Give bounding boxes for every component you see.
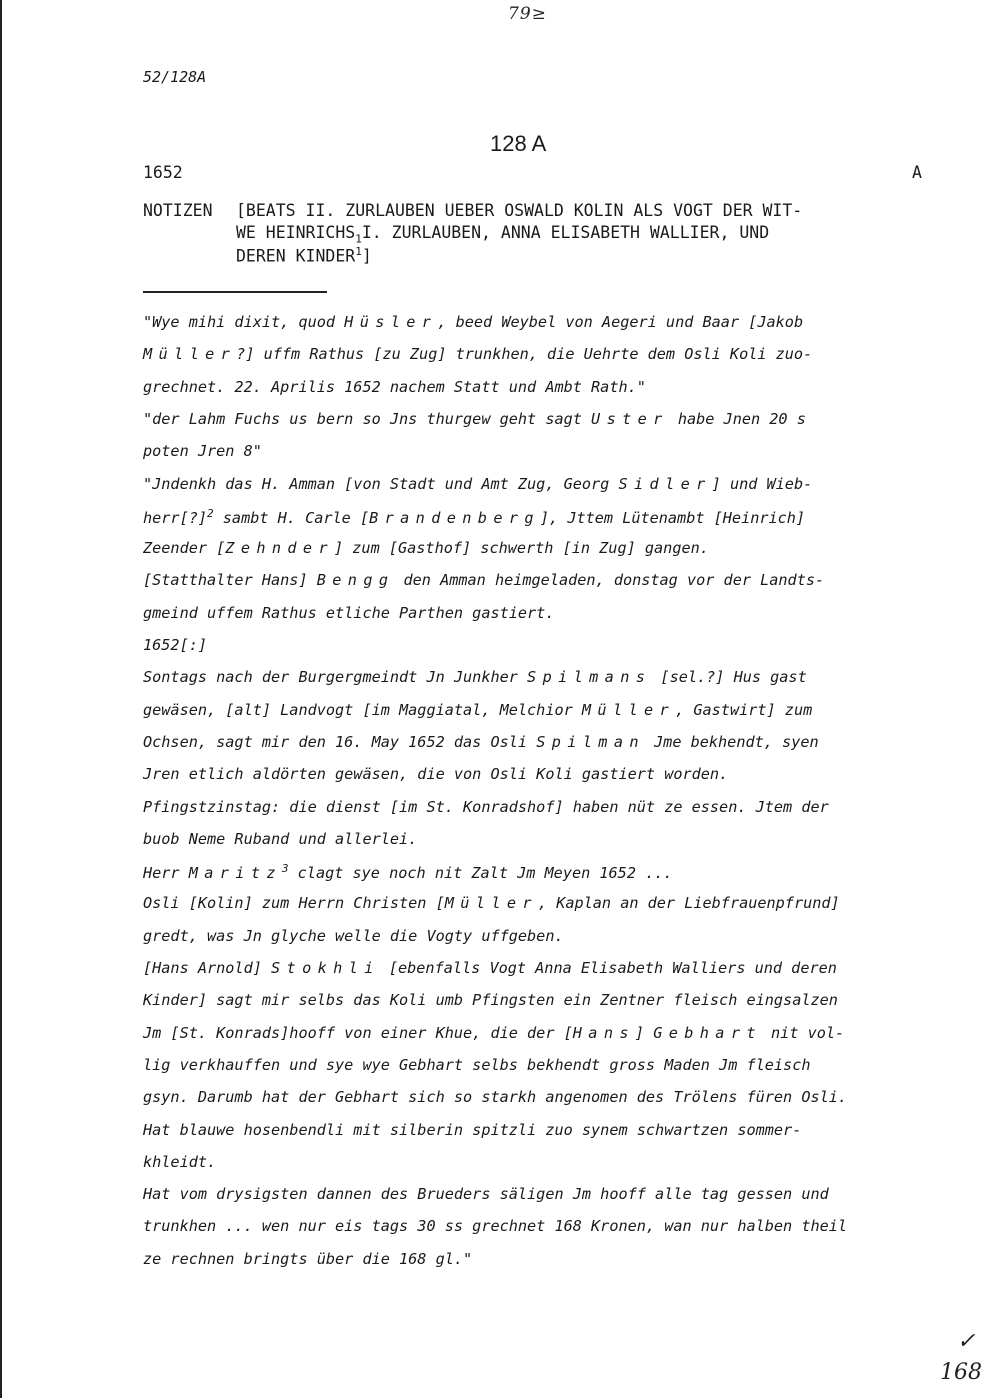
text-line [143,1121,933,1139]
spaced-name: Müller [444,894,538,913]
text-line [143,1185,933,1203]
spaced-name: Stokhli [271,959,380,977]
text-segment: [ebenfalls Vogt Anna Elisabeth Walliers und deren [379,959,837,977]
text-segment: gredt, was Jn glyche welle die Vogty uffgeben. [143,926,564,945]
text-segment: lig verkhauffen und sye wye Gebhart selbs bekhendt gross Maden Jm fleisch [143,1055,811,1074]
section-letter: A [912,163,922,182]
text-segment: Ochsen, sagt mir den 16. May 1652 das Osli [143,732,537,751]
text-segment: ?] uffm Rathus [zu Zug] trunkhen, die Uehrte dem Osli Koli zuo- [236,345,813,364]
text-segment: sambt H. Carle [ [213,508,370,527]
handwritten-page-number: 168 [940,1360,982,1385]
footnote-marker: 3 [281,862,289,876]
check-mark: ✓ [957,1329,976,1354]
text-segment: , beed Weybel von Aegeri und Baar [Jakob [437,313,804,331]
text-line [143,604,933,622]
text-segment: 1652[:] [143,636,208,654]
text-line [143,765,933,783]
spaced-name: Brandenberg [369,508,540,527]
spaced-name: Müller [143,345,237,364]
text-segment: Sontags nach der Burgergmeindt Jn Junkher [143,668,528,687]
text-segment: gewäsen, [alt] Landvogt [im Maggiatal, Melchior [143,700,582,719]
text-segment: , Kaplan an der Liebfrauenpfrund] [537,894,840,913]
text-line [143,1024,933,1042]
text-line [143,1153,933,1171]
text-line [143,668,933,686]
text-segment: [Hans Arnold] [143,959,272,977]
spaced-name: Hüsler [344,313,438,331]
text-line [143,636,933,654]
spaced-name: Hans [572,1023,635,1042]
text-segment: grechnet. 22. Aprilis 1652 nachem Statt und Ambt Rath." [143,377,646,396]
text-segment: gsyn. Darumb hat der Gebhart sich so starkh angenomen des Trölens füren Osli. [143,1088,848,1107]
text-line [143,1056,933,1074]
spaced-name: Bengg [316,571,395,590]
text-line [143,862,933,882]
separator-rule [143,291,327,293]
text-segment: den Amman heimgeladen, donstag vor der Landts- [394,571,825,590]
year: 1652 [143,163,183,182]
text-segment: herr[?] [143,508,208,527]
text-segment: ] und Wieb- [711,474,813,493]
text-segment: nit vol- [761,1023,845,1042]
text-line [143,991,933,1009]
text-segment: "Wye mihi dixit, quod [143,313,345,331]
text-line [143,410,933,428]
text-line [143,313,933,331]
text-line [143,830,933,848]
spaced-name: Müller [581,700,676,719]
text-segment: Pfingstzinstag: die dienst [im St. Konradshof] haben nüt ze essen. Jtem der [143,797,829,816]
reference-code: 52/128A [143,68,207,86]
text-segment: [Statthalter Hans] [143,571,317,590]
text-segment: poten Jren 8" [143,442,262,461]
text-segment: "der Lahm Fuchs us bern so Jns thurgew geht sagt [143,409,592,428]
text-segment: buob Neme Ruband und allerlei. [143,829,418,848]
text-segment: khleidt. [143,1152,217,1171]
heading-line-1: [BEATS II. ZURLAUBEN UEBER OSWALD KOLIN ALS VOGT DER WIT- [236,201,803,220]
text-line [143,927,933,945]
text-line [143,1217,933,1235]
text-segment: ] zum [Gasthof] schwerth [in Zug] gangen. [334,539,709,558]
spaced-name: Zehnder [225,539,334,558]
margin-mark: 79≥ [508,4,547,24]
text-segment: Jm [St. Konrads]hooff von einer Khue, die der [ [143,1023,573,1042]
text-segment: ze rechnen bringts über die 168 gl." [143,1249,473,1268]
text-line [143,475,933,493]
spaced-name: Spilman [536,732,645,751]
text-line [143,442,933,460]
text-segment: ] [634,1023,654,1042]
text-segment: Jme bekhendt, syen [644,732,819,751]
spaced-name: Sidler [618,474,712,493]
text-line [143,507,933,527]
spaced-name: Gebhart [653,1023,762,1042]
text-line [143,378,933,396]
text-segment: Kinder] sagt mir selbs das Koli umb Pfingsten ein Zentner fleisch eingsalzen [143,991,838,1010]
heading-label: NOTIZEN [143,201,213,220]
spaced-name: Uster [591,409,669,428]
document-number: 128 A [490,131,547,156]
heading-line-3: DEREN KINDER$^1$] [236,245,372,266]
text-segment: Hat vom drysigsten dannen des Brueders säligen Jm hooff alle tag gessen und [143,1185,829,1204]
heading-line-2: WE $HEINRICHS_1I$. ZURLAUBEN, ANNA ELISABETH WALLIER, UND [236,223,770,246]
footnote-marker: 2 [207,506,214,520]
text-segment: Hat blauwe hosenbendli mit silberin spitzli zuo synem schwartzen sommer- [143,1120,802,1139]
text-line [143,733,933,751]
text-segment: ], Jttem Lütenambt [Heinrich] [539,508,806,527]
text-segment: Herr [143,864,189,883]
text-line [143,701,933,719]
text-line [143,345,933,363]
text-segment: , Gastwirt] zum [675,700,813,719]
text-line [143,1250,933,1268]
text-line [143,959,933,977]
text-segment: "Jndenkh das H. Amman [von Stadt und Amt Zug, Georg [143,474,619,493]
text-segment: Zeender [ [143,539,226,558]
text-line [143,571,933,589]
text-segment: trunkhen ... wen nur eis tags 30 ss grechnet 168 Kronen, wan nur halben theil [143,1217,848,1236]
text-segment: gmeind uffem Rathus etliche Parthen gastiert. [143,603,555,622]
text-line [143,539,933,557]
text-segment: Jren etlich aldörten gewäsen, die von Osli Koli gastiert worden. [143,765,729,784]
text-segment: clagt sye noch nit Zalt Jm Meyen 1652 ... [288,864,673,883]
text-segment: Osli [Kolin] zum Herrn Christen [ [143,894,445,913]
text-line [143,894,933,912]
spaced-name: Spilmans [527,668,652,687]
text-line [143,798,933,816]
text-segment: [sel.?] Hus gast [651,668,807,687]
spaced-name: Maritz [188,864,282,883]
page-edge [0,0,2,1398]
text-line [143,1088,933,1106]
text-segment: habe Jnen 20 s [668,409,806,428]
